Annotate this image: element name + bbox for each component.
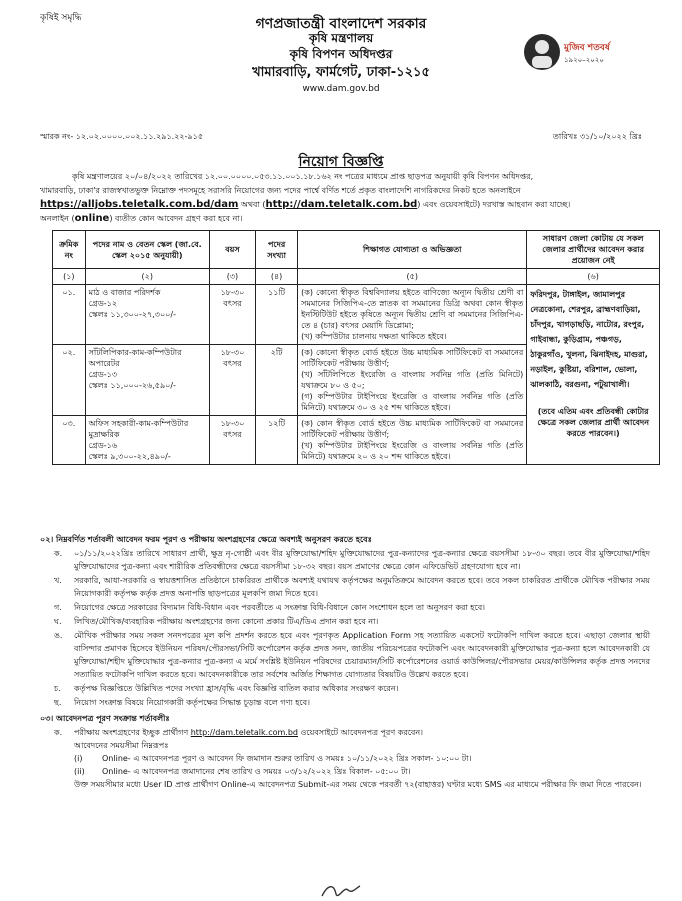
row-age: ১৮-৩০ বৎসর [209, 345, 255, 416]
row-qualification [298, 285, 527, 345]
deadline-item: (ii) Online- এ আবেদনপত্র জমাদানের শেষ তারিখ ও সময়ঃ ০৩/১২/২০২২ খ্রিঃ বিকাল- ০৫:০০ টা। [74, 767, 411, 776]
intro-mid: অথবা ( [238, 200, 266, 209]
address: খামারবাড়ি, ফার্মগেট, ঢাকা-১২১৫ [252, 65, 430, 80]
motto: কৃষিই সমৃদ্ধি [40, 13, 82, 23]
colnum: (৩) [209, 269, 255, 285]
memo-number: স্মারক নং- ১২.০২.০০০০.০০২.১১.২৯১.২২-৯১৫ [40, 132, 204, 141]
row-qualification [298, 416, 527, 465]
qual-item: (খ) কম্পিউটার টাইপিংয়ে ইংরেজি ও বাংলায় সর্বনিম্ন গতি (প্রতি মিনিটে) যথাক্রমে ২০ ও ২০ শব্দ থাকিতে হইবে। [301, 441, 524, 461]
condition-item: খ. সরকারি, আধা-সরকারি ও স্বায়ত্তশাসিত প্রতিষ্ঠানে চাকরিরত প্রার্থীকে অবশ্যই যথাযথ কর্তৃপক্ষের অনুমতিক্রমে আবেদন করতে হবে। তবে সকল চাকরিরত প্রার্থীকে মৌখিক পরীক্ষার সময় নিয়োগকারী কর্তৃপক্ষ কর্তৃক প্রদত্ত অনাপত্তি ছাড়পত্রের মূলকপি জমা দিতে হবে। [54, 576, 650, 598]
row-post [85, 285, 209, 345]
row-count: ২টি [256, 345, 298, 416]
website-link[interactable]: www.dam.gov.bd [302, 84, 380, 94]
intro-line4: অনলাইন (online) ব্যতীত কোন আবেদন গ্রহণ করা হবে না। [40, 213, 243, 224]
row-post [85, 345, 209, 416]
post-scale: স্কেলঃ ১১,০০০-২৬,৫৯০/- [88, 381, 176, 390]
intro-paragraph [40, 170, 650, 226]
mujib-centenary-logo [522, 28, 612, 76]
post-grade: গ্রেড-১৬ [88, 441, 118, 450]
post-scale: স্কেলঃ ১১,৩০০-২৭,৩০০/- [88, 310, 176, 319]
header-sl: ক্রমিক নং [53, 231, 86, 269]
memo-date: তারিখঃ ৩১/১০/২০২২ খ্রিঃ [552, 132, 642, 141]
conditions-section [40, 533, 650, 791]
district-note: (তবে এতিম এবং প্রতিবন্ধী কোটার ক্ষেত্রে সকল জেলার প্রার্থী আবেদন করতে পারবেন।) [537, 407, 649, 438]
condition-item: ছ. নিয়োগ সংক্রান্ত বিষয়ে নিয়োগকারী কর্তৃপক্ষের সিদ্ধান্ত চূড়ান্ত বলে গণ্য হবে। [54, 698, 310, 707]
page-title: নিয়োগ বিজ্ঞপ্তি [298, 154, 384, 170]
row-sl: ০১. [53, 285, 86, 345]
deadline-item: (i) Online- এ আবেদনপত্র পূরণ ও আবেদন ফি জমাদান শুরুর তারিখ ও সময়ঃ ১০/১১/২০২২ খ্রিঃ সকাল- ১০:০০ টা। [74, 754, 472, 763]
row-count: ১২টি [256, 416, 298, 465]
intro-line3 [40, 198, 650, 212]
colnum: (২) [85, 269, 209, 285]
row-sl: ০৩. [53, 416, 86, 465]
qual-item: (গ) কম্পিউটার টাইপিংয়ে ইংরেজি ও বাংলায় সর্বনিম্ন গতি (প্রতি মিনিটে) যথাক্রমে ৩০ ও ২৫ শব্দ থাকিতে হইবে। [301, 392, 524, 412]
deadline-label: আবেদনের সময়সীমা নিম্নরূপঃ [74, 741, 169, 750]
header-count: পদের সংখ্যা [256, 231, 298, 269]
colnum: (১) [53, 269, 86, 285]
row-post [85, 416, 209, 465]
table-row [53, 285, 660, 345]
post-grade: গ্রেড-১২ [88, 299, 118, 308]
row-count: ১১টি [256, 285, 298, 345]
intro-line1: কৃষি মন্ত্রণালয়ের ২০/০৪/২০২২ তারিখের ১২.০০.০০০০.০৫৩.১১.০০১.১৮.১৬২ নং পত্রের মাধ্যমে প্রাপ্ত ছাড়পত্র অনুযায়ী কৃষি বিপণন অধিদপ্তর, [72, 172, 534, 181]
header-district: সাধারণ জেলা কোটায় যে সকল জেলার প্রার্থীদের আবেদন করার প্রয়োজন নেই [527, 231, 660, 269]
row-age: ১৮-৩০ বৎসর [209, 285, 255, 345]
qual-item: (ক) কোনো স্বীকৃত বিশ্ববিদ্যালয় হইতে বাণিজ্যে অন্যূন দ্বিতীয় শ্রেণী বা সমমানের সিজিপিএ-তে স্নাতক বা সমমানের ডিগ্রি অথবা কোন স্বীকৃত ইনস্টিটিউট হইতে কৃষিতে অন্যূন দ্বিতীয় শ্রেণি বা সমমানের সিজিপিএ-তে ৪ (চার) বৎসর মেয়াদি ডিপ্লোমা; [301, 288, 524, 330]
colnum: (৬) [527, 269, 660, 285]
table-header-row [53, 231, 660, 269]
application-item: ক. পরীক্ষায় অংশগ্রহণের ইচ্ছুক প্রার্থীগণ http://dam.teletalk.com.bd ওয়েবসাইটে আবেদনপত্র পূরণ করবেন। [54, 728, 424, 737]
fee-note: উক্ত সময়সীমার মধ্যে User ID প্রাপ্ত প্রার্থীগণ Online-এ আবেদনপত্র Submit-এর সময় থেকে পরবর্তী ৭২(বাহাত্তর) ঘণ্টার মধ্যে SMS এর মাধ্যমে পরীক্ষার ফি জমা দিতে পারবেন। [74, 780, 642, 789]
post-name: অফিস সহকারী-কাম-কম্পিউটার মুদ্রাক্ষরিক [88, 419, 189, 439]
teletalk-link[interactable]: http://dam.teletalk.com.bd [265, 199, 418, 210]
condition-item: ঘ. লিখিত/মৌখিক/ব্যবহারিক পরীক্ষায় অংশগ্রহণের জন্য কোনো প্রকার টিএ/ডিএ প্রদান করা হবে না। [54, 617, 379, 626]
column-number-row [53, 269, 660, 285]
emblem-years: ১৯২০–২০২০ [564, 56, 604, 64]
qual-item: (ক) কোন স্বীকৃত বোর্ড হইতে উচ্চ মাধ্যমিক সার্টিফিকেট বা সমমানের সার্টিফিকেট পরীক্ষায় উত্তীর্ণ; [301, 419, 524, 439]
signature-mark [318, 882, 362, 900]
condition-item: ক. ০১/১১/২০২২খ্রিঃ তারিখে সাধারণ প্রার্থী, ক্ষুদ্র নৃ-গোষ্ঠী এবং বীর মুক্তিযোদ্ধা/শহিদ মুক্তিযোদ্ধাদের পুত্র-কন্যাদের পুত্র-কন্যার ক্ষেত্রে বয়সসীমা ১৮-৩০ বছর। তবে বীর মুক্তিযোদ্ধা/শহিদ মুক্তিযোদ্ধাদের পুত্র-কন্যা এবং শারীরিক প্রতিবন্ধীদের ক্ষেত্রে বয়সসীমা ১৮-৩২ বছর। বয়স প্রমাণের ক্ষেত্রে কোন এফিডেভিট গ্রহণযোগ্য হবে না। [54, 549, 650, 571]
colnum: (৪) [256, 269, 298, 285]
online-text: online [74, 213, 110, 224]
header-qualification: শিক্ষাগত যোগ্যতা ও অভিজ্ঞতা [298, 231, 527, 269]
emblem-text: মুজিব শতবর্ষ [564, 43, 610, 53]
row-sl: ০২. [53, 345, 86, 416]
post-name: সাঁটলিপিকার-কাম-কম্পিউটার অপারেটর [88, 348, 182, 368]
district-quota-cell [527, 285, 660, 465]
colnum: (৫) [298, 269, 527, 285]
condition-item: ঙ. মৌখিক পরীক্ষার সময় সকল সনদপত্রের মূল কপি প্রদর্শন করতে হবে এবং পূরণকৃত Application Form সহ সত্যায়িত একসেট ফটোকপি দাখিল করতে হবে। এছাড়া জেলার স্থায়ী বাসিন্দার প্রমাণক হিসেবে ইউনিয়ন পরিষদ/পৌরসভা/সিটি কর্পোরেশন কর্তৃক প্রদত্ত সনদ, জাতীয় পরিচয়পত্রের ফটোকপি এবং আবেদনকারী মুক্তিযোদ্ধার পুত্র-কন্যা হলে আবেদনকারী যে মুক্তিযোদ্ধা/শহীদ মুক্তিযোদ্ধার পুত্র-কন্যার পুত্র-কন্যা এ মর্মে সংশ্লিষ্ট ইউনিয়ন পরিষদের চেয়ারম্যান/সিটি কর্পোরেশনের ওয়ার্ড কাউন্সিলর/পৌরসভার মেয়র/কাউন্সিলর কর্তৃক প্রদত্ত সনদের সত্যায়িত ফটোকপি দাখিল করতে হবে। আবেদনকারীকে তার সর্বশেষ অর্জিত শিক্ষাগত যোগ্যতার বিষয়টিও উল্লেখ করতে হবে। [54, 631, 650, 679]
section3-heading: ০৩। আবেদনপত্র পূরণ সংক্রান্ত শর্তাবলীঃ [40, 714, 170, 723]
header-age: বয়স [209, 231, 255, 269]
condition-item: গ. নিয়োগের ক্ষেত্রে সরকারের বিদ্যমান বিধি-বিধান এবং পরবর্তীতে এ সংক্রান্ত বিধি-বিধানে কোন সংশোধন হলে তা অনুসরণ করা হবে। [54, 603, 486, 612]
header-post: পদের নাম ও বেতন স্কেল (জা.বে. স্কেল ২০১৫ অনুযায়ী) [85, 231, 209, 269]
qual-item: (খ) কম্পিউটার চালনায় দক্ষতা থাকিতে হইবে। [301, 332, 447, 341]
post-scale: স্কেলঃ ৯,৩০০-২২,৪৯০/- [88, 452, 171, 461]
section2-heading: ০২। নিম্নবর্ণিত শর্তাবলী আবেদন ফরম পূরণ ও পরীক্ষায় অংশগ্রহণের ক্ষেত্রে অবশ্যই অনুসরণ করতে হবেঃ [40, 535, 372, 544]
condition-item: চ. কর্তৃপক্ষ বিজ্ঞপ্তিতে উল্লিখিত পদের সংখ্যা হ্রাস/বৃদ্ধি এবং বিজ্ঞপ্তি বাতিল করার অধিকার সংরক্ষণ করেন। [54, 684, 399, 693]
qual-item: (ক) কোনো স্বীকৃত বোর্ড হইতে উচ্চ মাধ্যমিক সার্টিফিকেট বা সমমানের সার্টিফিকেট পরীক্ষায় উত্তীর্ণ; [301, 348, 524, 368]
row-age: ১৮-৩০ বৎসর [209, 416, 255, 465]
post-grade: গ্রেড-১৩ [88, 370, 118, 379]
ministry-name: কৃষি মন্ত্রণালয় [308, 31, 374, 45]
post-name: মাঠ ও বাজার পরিদর্শক [88, 288, 161, 297]
excluded-districts: ফরিদপুর, টাঙ্গাইল, জামালপুর নেত্রকোনা, শেরপুর, ব্রাহ্মণবাড়িয়া, চাঁদপুর, খাগড়াছড়ি, নাটোর, রংপুর, গাইবান্ধা, কুড়িগ্রাম, পঞ্চগড়, ঠাকুরগাঁও, খুলনা, ঝিনাইদহ, মাগুরা, নড়াইল, কুষ্টিয়া, বরিশাল, ভোলা, ঝালকাঠি, বরগুনা, পটুয়াখালী। [530, 290, 648, 389]
vacancy-table [52, 230, 660, 465]
qual-item: (খ) সাঁটলিপিতে ইংরেজি ও বাংলায় সর্বনিম্ন গতি (প্রতি মিনিটে) যথাক্রমে ৮০ ও ৫০; [301, 370, 524, 390]
application-link[interactable]: http://dam.teletalk.com.bd [190, 728, 298, 737]
row-qualification [298, 345, 527, 416]
intro-line2: খামারবাড়ি, ঢাকা'র রাজস্বখাতভুক্ত নিম্নোক্ত পদসমূহে সরাসরি নিয়োগের জন্য পদের পার্শ্বে বর্ণিত শর্তে প্রকৃত বাংলাদেশি নাগরিকদের নিকট হতে অনলাইনে [40, 186, 521, 195]
alljobs-link[interactable]: https://alljobs.teletalk.com.bd/dam [40, 199, 239, 210]
department-name: কৃষি বিপণন অধিদপ্তর [289, 47, 393, 61]
gov-title: গণপ্রজাতন্ত্রী বাংলাদেশ সরকার [255, 16, 427, 32]
intro-tail: ) এবং ওয়েবসাইটে) দরখাস্ত আহবান করা যাচ্ছে। [417, 200, 571, 209]
